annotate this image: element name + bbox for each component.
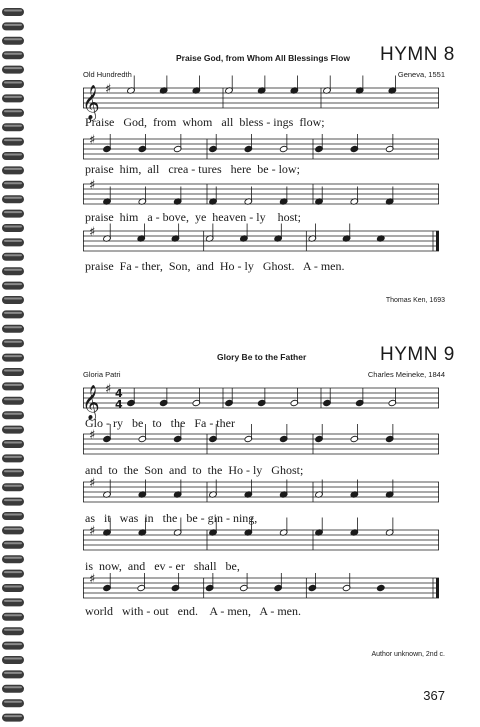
hymn9-lyric-line-3: as it was in the be - gin - ning, xyxy=(85,511,258,525)
hymn8-tune-source: Geneva, 1551 xyxy=(397,70,445,79)
svg-text:♯: ♯ xyxy=(105,382,112,397)
hymn9-tune-name: Gloria Patri xyxy=(83,370,121,379)
svg-text:♯: ♯ xyxy=(105,82,112,97)
svg-text:𝄞: 𝄞 xyxy=(82,85,100,120)
svg-text:♯: ♯ xyxy=(89,572,96,587)
page-number: 367 xyxy=(423,688,445,703)
spiral-binding xyxy=(0,0,40,727)
hymn8-tune-name: Old Hundredth xyxy=(83,70,132,79)
hymn9-lyric-line-5: world with - out end. A - men, A - men. xyxy=(85,604,301,618)
hymn8-lyric-line-1: Praise God, from whom all bless - ings flow; xyxy=(85,115,325,129)
svg-text:𝄞: 𝄞 xyxy=(82,385,100,420)
hymn8-title: Praise God, from Whom All Blessings Flow xyxy=(176,53,350,63)
svg-text:4: 4 xyxy=(115,398,123,411)
svg-text:♯: ♯ xyxy=(89,476,96,491)
svg-text:♯: ♯ xyxy=(89,133,96,148)
hymn8-lyric-line-2: praise him, all crea - tures here be - low; xyxy=(85,162,300,176)
hymn8-lyric-line-4: praise Fa - ther, Son, and Ho - ly Ghost. A - men. xyxy=(85,259,345,273)
hymn9-number: HYMN 9 xyxy=(380,344,455,365)
hymn9-lyric-line-2: and to the Son and to the Ho - ly Ghost; xyxy=(85,463,304,477)
hymn9-title: Glory Be to the Father xyxy=(217,352,307,362)
hymn9-lyric-line-1: Glo - ry be to the Fa - ther xyxy=(85,416,235,430)
hymn9-text-credit: Author unknown, 2nd c. xyxy=(371,651,445,658)
hymn9-lyric-line-4: is now, and ev - er shall be, xyxy=(85,559,240,573)
svg-text:♯: ♯ xyxy=(89,524,96,539)
svg-text:4: 4 xyxy=(115,387,123,400)
hymn8-number: HYMN 8 xyxy=(380,44,455,65)
hymn9-tune-source: Charles Meineke, 1844 xyxy=(367,370,445,379)
svg-text:♯: ♯ xyxy=(89,178,96,193)
hymn8-text-credit: Thomas Ken, 1693 xyxy=(385,297,445,304)
svg-text:♯: ♯ xyxy=(89,225,96,240)
svg-text:♯: ♯ xyxy=(89,428,96,443)
hymn8-lyric-line-3: praise him a - bove, ye heaven - ly host; xyxy=(85,210,301,224)
